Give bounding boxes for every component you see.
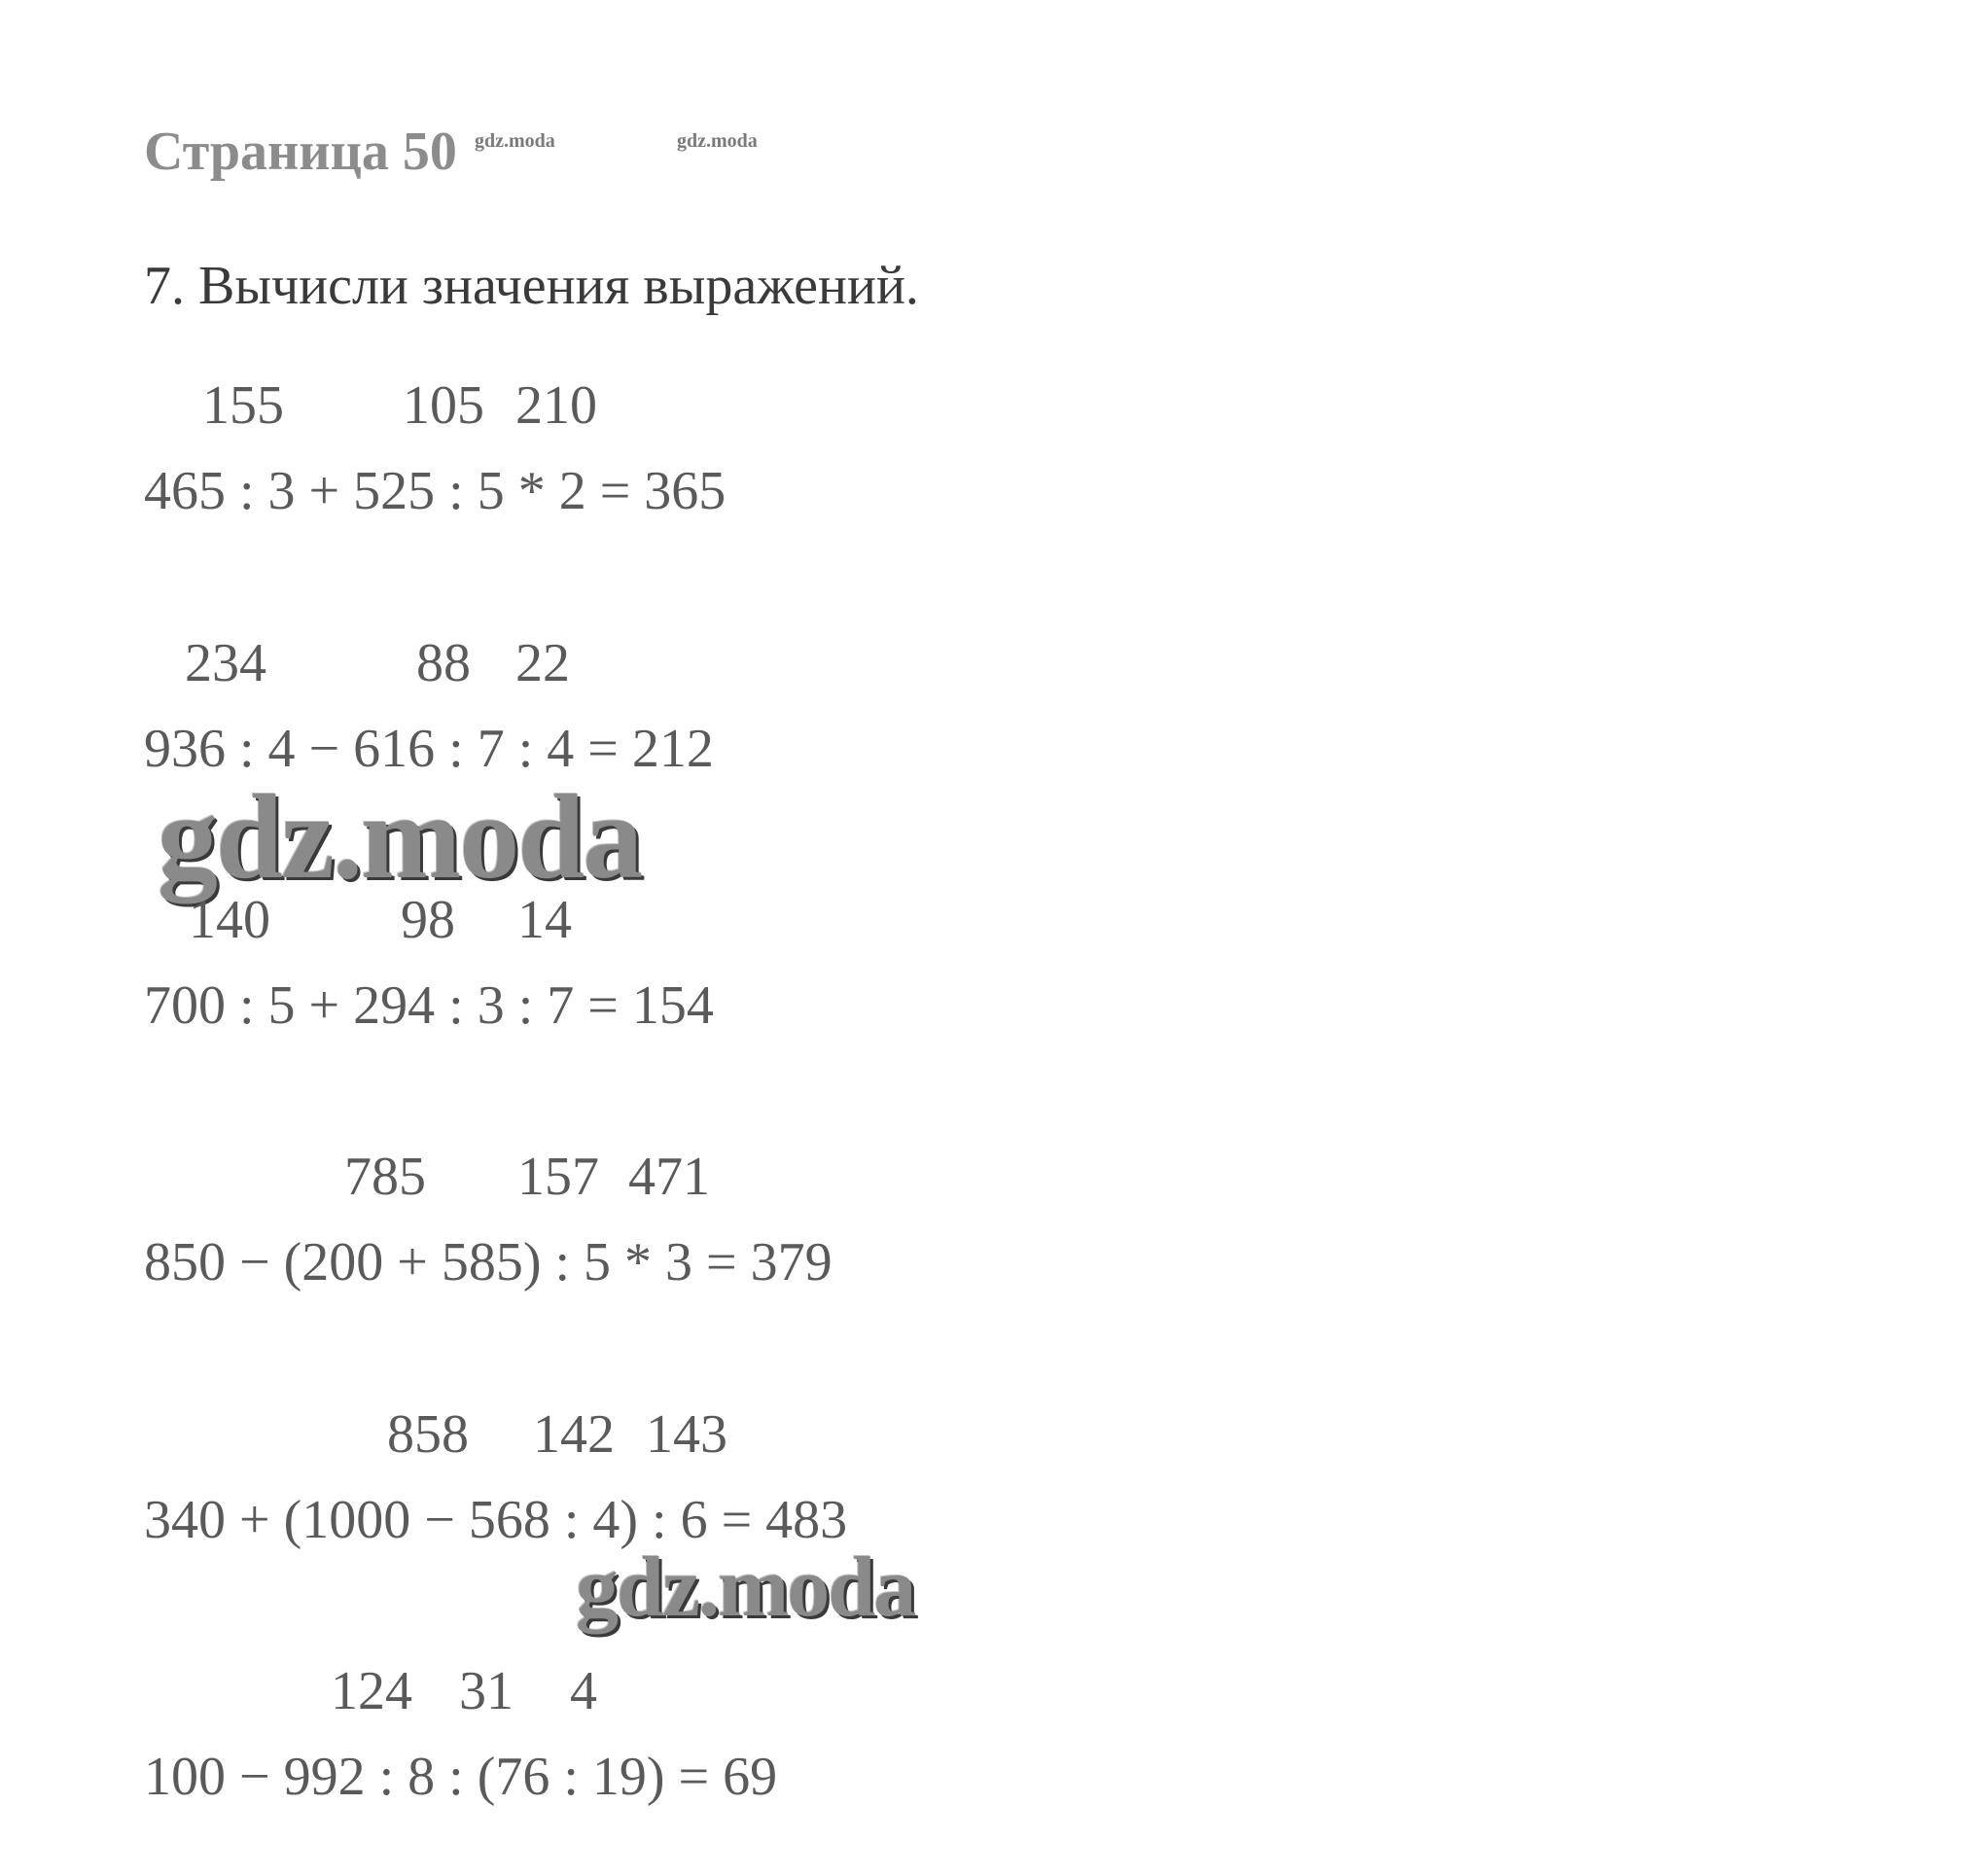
intermediate-result: 143 bbox=[646, 1404, 727, 1465]
expression-line: 700 : 5 + 294 : 3 : 7 = 154 bbox=[144, 975, 714, 1036]
intermediate-result: 88 bbox=[416, 633, 471, 693]
intermediate-result: 785 bbox=[344, 1147, 426, 1207]
intermediate-result: 4 bbox=[570, 1661, 597, 1721]
intermediate-result: 234 bbox=[185, 633, 266, 693]
watermark-large-1: gdz.moda bbox=[158, 770, 642, 903]
intermediate-result: 140 bbox=[189, 890, 270, 950]
intermediate-result: 142 bbox=[533, 1404, 615, 1465]
intermediate-result: 31 bbox=[459, 1661, 514, 1721]
intermediate-result: 858 bbox=[387, 1404, 469, 1465]
page-title: Страница 50 bbox=[144, 122, 457, 182]
watermark-small-2: gdz.moda bbox=[677, 130, 758, 152]
intermediate-result: 22 bbox=[515, 633, 570, 693]
task-heading: 7. Вычисли значения выражений. bbox=[144, 256, 919, 316]
intermediate-result: 124 bbox=[331, 1661, 412, 1721]
expression-line: 100 − 992 : 8 : (76 : 19) = 69 bbox=[144, 1747, 778, 1807]
intermediate-result: 155 bbox=[202, 375, 284, 436]
watermark-large-2: gdz.moda bbox=[576, 1540, 915, 1635]
intermediate-result: 471 bbox=[628, 1147, 710, 1207]
expression-line: 465 : 3 + 525 : 5 * 2 = 365 bbox=[144, 461, 727, 521]
intermediate-result: 98 bbox=[401, 890, 455, 950]
intermediate-result: 210 bbox=[515, 375, 597, 436]
expression-line: 340 + (1000 − 568 : 4) : 6 = 483 bbox=[144, 1490, 848, 1550]
expression-line: 936 : 4 − 616 : 7 : 4 = 212 bbox=[144, 719, 714, 779]
intermediate-result: 157 bbox=[517, 1147, 599, 1207]
intermediate-result: 105 bbox=[403, 375, 484, 436]
watermark-small-1: gdz.moda bbox=[475, 130, 555, 152]
intermediate-result: 14 bbox=[517, 890, 572, 950]
expression-line: 850 − (200 + 585) : 5 * 3 = 379 bbox=[144, 1232, 833, 1292]
